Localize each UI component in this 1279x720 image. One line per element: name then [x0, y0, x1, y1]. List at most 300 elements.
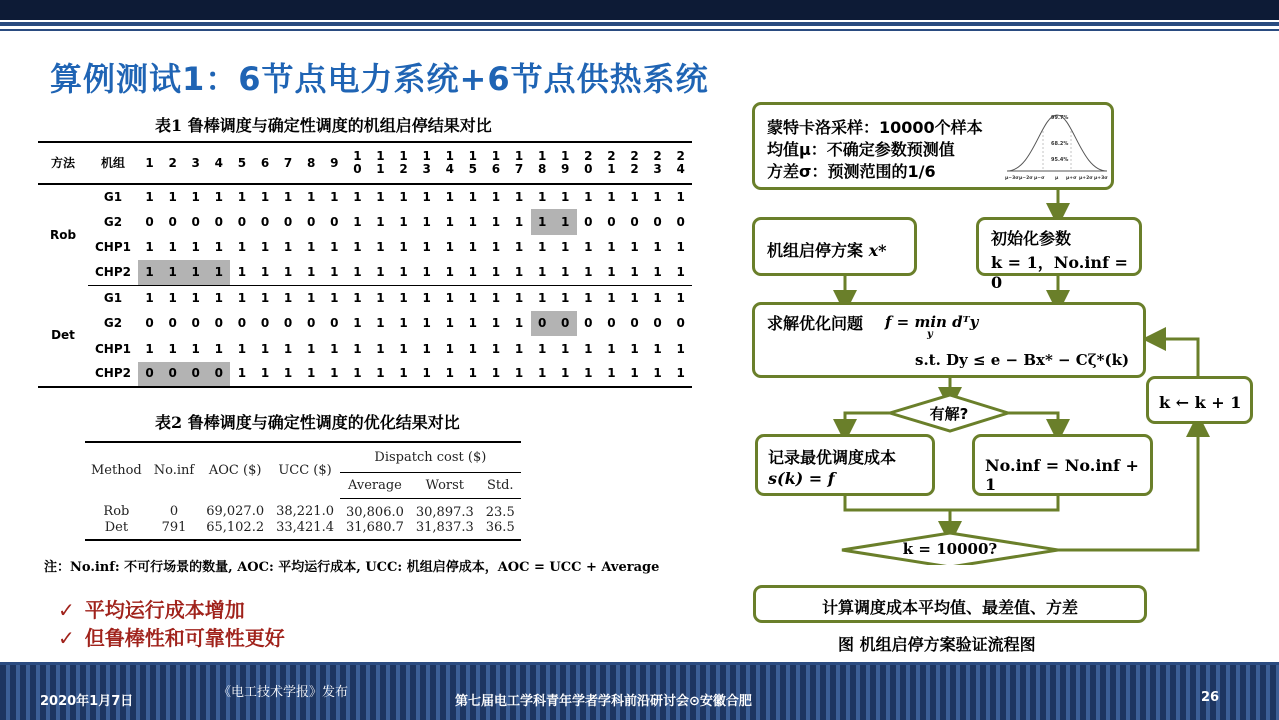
table1-caption: 表1 鲁棒调度与确定性调度的机组启停结果对比	[155, 116, 492, 135]
status-cell: 1	[461, 260, 484, 285]
header-period: 1 7	[508, 142, 531, 184]
status-cell: 1	[283, 341, 293, 356]
normal-distribution-icon	[1003, 111, 1111, 183]
status-cell: 1	[353, 189, 362, 204]
status-cell: 1	[399, 214, 408, 229]
status-cell: 1	[353, 366, 362, 381]
unit-label: G2	[103, 214, 123, 229]
table-note: 注：No.inf: 不可行场景的数量, AOC: 平均运行成本, UCC: 机组启停成本，AOC = UCC + Average	[44, 560, 660, 575]
bell-axis: μ−3σ	[1005, 176, 1019, 181]
footer-conference: 第七届电工学科青年学者学科前沿研讨会⊙安徽合肥	[455, 694, 752, 709]
status-cell: 0	[653, 214, 662, 229]
header-period: 1 5	[461, 142, 484, 184]
status-cell: 0	[184, 362, 207, 387]
status-cell: 0	[168, 316, 177, 331]
status-cell: 1	[607, 366, 616, 381]
header-period: 1 2	[392, 142, 415, 184]
status-cell: 1	[669, 260, 692, 285]
table-row	[38, 235, 692, 260]
sampling-line: 方差σ：预测范围的1/6	[767, 162, 936, 181]
table-cell: 30,806.0	[345, 504, 404, 520]
status-cell: 1	[307, 341, 316, 356]
status-cell: 0	[260, 316, 270, 331]
status-cell: 1	[468, 291, 478, 305]
status-cell: 1	[607, 239, 616, 254]
status-cell: 1	[330, 291, 339, 305]
compute-text: 计算调度成本平均值、最差值、方差	[821, 598, 1078, 617]
header-period: 1	[138, 142, 161, 184]
status-cell: 1	[415, 260, 438, 285]
header-period: 2 4	[669, 142, 692, 184]
table-row	[38, 311, 692, 336]
init-box	[976, 217, 1142, 292]
unit-label: G1	[103, 291, 123, 305]
footer-date: 2020年1月7日	[40, 694, 134, 709]
bell-axis: μ	[1055, 176, 1059, 181]
status-cell: 1	[653, 239, 662, 254]
status-cell: 1	[554, 260, 577, 285]
status-cell: 1	[676, 189, 685, 204]
status-cell: 1	[468, 341, 478, 356]
status-cell: 0	[307, 214, 316, 229]
status-cell: 1	[607, 341, 616, 356]
header-period: 1 6	[484, 142, 507, 184]
solve-constraint: s.t. Dy ≤ e − Bx* − Cζ*(k)	[915, 351, 1130, 369]
status-cell: 1	[307, 189, 316, 204]
status-cell: 1	[145, 341, 154, 356]
top-divider-thin	[0, 29, 1279, 31]
conclusion-item	[58, 622, 285, 651]
status-cell: 1	[584, 291, 593, 305]
bell-label: 95.4%	[1051, 157, 1069, 163]
status-cell: 1	[531, 260, 554, 285]
table-cell: 791	[161, 519, 187, 535]
table-cell: 38,221.0	[276, 504, 334, 520]
subheader-average: Average	[340, 472, 410, 498]
status-cell: 1	[260, 291, 270, 305]
unit-label: G1	[103, 189, 123, 204]
status-cell: 1	[514, 366, 524, 381]
status-cell: 1	[207, 260, 230, 285]
increment-box	[1146, 376, 1253, 424]
sampling-text	[767, 117, 983, 183]
bell-axis: μ+σ	[1066, 176, 1077, 181]
header-period: 4	[207, 142, 230, 184]
noinf-update: No.inf = No.inf + 1	[985, 456, 1139, 494]
status-cell: 1	[260, 341, 270, 356]
status-cell: 1	[468, 239, 478, 254]
status-cell: 1	[561, 189, 570, 204]
status-cell: 0	[145, 214, 154, 229]
status-cell: 0	[191, 214, 200, 229]
unit-plan-var: x*	[868, 241, 887, 260]
slide-title: 算例测试1：6节点电力系统+6节点供热系统	[50, 60, 709, 98]
status-cell: 1	[630, 189, 639, 204]
status-cell: 1	[168, 341, 177, 356]
status-cell: 1	[445, 341, 454, 356]
bell-axis: μ−2σ	[1019, 176, 1033, 181]
status-cell: 1	[145, 239, 154, 254]
status-cell: 1	[323, 260, 346, 285]
init-title: 初始化参数	[991, 229, 1072, 248]
footer-journal: 《电工技术学报》发布	[218, 685, 349, 700]
figure-caption: 图 机组启停方案验证流程图	[838, 635, 1036, 654]
status-cell: 1	[214, 189, 223, 204]
status-cell: 1	[191, 341, 200, 356]
status-cell: 1	[445, 366, 454, 381]
status-cell: 1	[307, 366, 316, 381]
method-label: Det	[51, 328, 75, 343]
status-cell: 1	[630, 366, 639, 381]
status-cell: 1	[491, 214, 501, 229]
status-cell: 0	[161, 362, 184, 387]
status-cell: 1	[676, 291, 685, 305]
unit-label: CHP2	[88, 260, 138, 285]
status-cell: 1	[353, 239, 362, 254]
status-cell: 1	[445, 291, 454, 305]
status-cell: 0	[168, 214, 177, 229]
status-cell: 1	[283, 189, 293, 204]
status-cell: 1	[653, 341, 662, 356]
status-cell: 1	[422, 239, 431, 254]
status-cell: 1	[491, 291, 501, 305]
status-cell: 1	[300, 260, 323, 285]
status-cell: 0	[676, 214, 685, 229]
conclusion-text: 平均运行成本增加	[84, 598, 245, 622]
status-cell: 0	[653, 316, 662, 331]
status-cell: 0	[237, 316, 247, 331]
status-cell: 1	[330, 341, 339, 356]
subheader-std: Std.	[480, 472, 521, 498]
status-cell: 0	[607, 316, 616, 331]
header-period: 2 2	[623, 142, 646, 184]
solve-objective: f = min dᵀy	[885, 313, 979, 331]
status-cell: 1	[376, 341, 385, 356]
status-cell: 1	[537, 239, 547, 254]
table-row	[38, 260, 692, 285]
table-cell: 31,680.7	[345, 519, 404, 535]
status-cell: 1	[491, 189, 501, 204]
status-cell: 1	[214, 341, 223, 356]
status-cell: 0	[214, 214, 223, 229]
status-cell: 1	[399, 341, 408, 356]
status-cell: 1	[230, 260, 253, 285]
top-divider	[0, 22, 1279, 26]
check-icon: ✓	[58, 626, 75, 650]
unit-label: CHP1	[95, 239, 131, 254]
status-cell: 0	[283, 214, 293, 229]
status-cell: 1	[468, 316, 478, 331]
status-cell: 1	[445, 189, 454, 204]
header-period: 5	[230, 142, 253, 184]
header-period: 2 3	[646, 142, 669, 184]
unit-label: CHP1	[95, 341, 131, 356]
status-cell: 1	[307, 239, 316, 254]
status-cell: 1	[438, 260, 461, 285]
status-cell: 0	[283, 316, 293, 331]
compute-box	[753, 585, 1147, 623]
status-cell: 1	[277, 260, 300, 285]
header-period: 1 3	[415, 142, 438, 184]
status-cell: 1	[468, 366, 478, 381]
status-cell: 1	[330, 366, 339, 381]
header-period: 8	[300, 142, 323, 184]
table-cell: 69,027.0	[206, 504, 265, 520]
status-cell: 1	[422, 341, 431, 356]
header-unit: 机组	[88, 142, 138, 184]
status-cell: 1	[260, 239, 270, 254]
status-cell: 1	[445, 239, 454, 254]
status-cell: 1	[537, 291, 547, 305]
init-params: k = 1，No.inf = 0	[991, 253, 1128, 292]
subheader-worst: Worst	[410, 472, 480, 498]
status-cell: 1	[584, 239, 593, 254]
header-period: 1 9	[554, 142, 577, 184]
status-cell: 1	[330, 239, 339, 254]
table2-caption: 表2 鲁棒调度与确定性调度的优化结果对比	[155, 413, 460, 432]
status-cell: 1	[399, 189, 408, 204]
status-cell: 1	[630, 291, 639, 305]
bell-label: 68.2%	[1051, 141, 1069, 147]
status-cell: 1	[237, 189, 247, 204]
header-period: 7	[277, 142, 300, 184]
status-cell: 1	[145, 189, 154, 204]
status-cell: 1	[484, 260, 507, 285]
status-cell: 1	[376, 239, 385, 254]
status-cell: 1	[353, 341, 362, 356]
status-cell: 0	[260, 214, 270, 229]
status-cell: 1	[514, 316, 524, 331]
status-cell: 1	[600, 260, 623, 285]
status-cell: 1	[161, 260, 184, 285]
solve-objective-sub: y	[927, 329, 933, 340]
status-cell: 1	[191, 291, 200, 305]
status-cell: 1	[353, 316, 362, 331]
conclusion-text: 但鲁棒性和可靠性更好	[84, 626, 285, 650]
solve-title: 求解优化问题	[767, 314, 864, 333]
status-cell: 1	[330, 189, 339, 204]
status-cell: 1	[561, 366, 570, 381]
bell-axis: μ+2σ	[1079, 176, 1093, 181]
solve-box	[752, 302, 1146, 378]
status-cell: 1	[376, 366, 385, 381]
status-cell: 1	[422, 316, 431, 331]
unit-label: CHP2	[95, 366, 131, 381]
status-cell: 1	[353, 291, 362, 305]
status-cell: 1	[514, 341, 524, 356]
status-cell: 0	[630, 214, 639, 229]
check-icon: ✓	[58, 598, 75, 622]
status-cell: 0	[237, 214, 247, 229]
status-cell: 1	[237, 239, 247, 254]
status-cell: 1	[514, 189, 524, 204]
status-cell: 1	[653, 189, 662, 204]
header-period: 9	[323, 142, 346, 184]
bell-label: 99.7%	[1051, 115, 1069, 121]
header-period: 6	[253, 142, 276, 184]
status-cell: 1	[392, 260, 415, 285]
header-method: 方法	[38, 142, 88, 184]
status-cell: 1	[531, 209, 554, 234]
status-cell: 1	[214, 291, 223, 305]
status-cell: 1	[369, 260, 392, 285]
status-cell: 1	[514, 291, 524, 305]
status-cell: 1	[353, 214, 362, 229]
sampling-line: 蒙特卡洛采样：10000个样本	[767, 118, 983, 137]
status-cell: 1	[191, 189, 200, 204]
status-cell: 1	[514, 239, 524, 254]
bell-axis: μ+3σ	[1094, 176, 1108, 181]
unit-plan-box	[752, 217, 917, 276]
status-cell: 1	[514, 214, 524, 229]
status-cell: 1	[237, 291, 247, 305]
status-cell: 1	[491, 239, 501, 254]
status-cell: 1	[376, 316, 385, 331]
status-cell: 0	[531, 311, 554, 336]
header-period: 1 4	[438, 142, 461, 184]
status-cell: 0	[676, 316, 685, 331]
status-cell: 0	[607, 214, 616, 229]
unit-plan-label: 机组启停方案	[767, 241, 864, 260]
status-cell: 1	[561, 341, 570, 356]
noinf-box	[972, 434, 1153, 496]
status-cell: 1	[307, 291, 316, 305]
status-cell: 1	[145, 291, 154, 305]
header-period: 1 8	[531, 142, 554, 184]
loop-end-decision: k = 10000?	[902, 540, 998, 558]
status-cell: 1	[376, 214, 385, 229]
optimization-results-table	[85, 441, 521, 541]
status-cell: 1	[260, 189, 270, 204]
status-cell: 0	[214, 316, 223, 331]
status-cell: 0	[307, 316, 316, 331]
status-cell: 1	[168, 189, 177, 204]
table-row	[38, 336, 692, 361]
has-solution-decision: 有解?	[929, 405, 969, 423]
conclusion-item	[58, 594, 245, 623]
status-cell: 1	[653, 291, 662, 305]
unit-commitment-table	[38, 141, 692, 388]
table-cell: 31,837.3	[415, 519, 474, 535]
header-method: Method	[91, 463, 142, 478]
status-cell: 0	[145, 316, 154, 331]
status-cell: 1	[168, 239, 177, 254]
header-period: 2 1	[600, 142, 623, 184]
status-cell: 1	[646, 260, 669, 285]
status-cell: 1	[584, 189, 593, 204]
status-cell: 1	[584, 366, 593, 381]
table-cell: 23.5	[485, 504, 515, 520]
status-cell: 1	[283, 239, 293, 254]
status-cell: 0	[630, 316, 639, 331]
status-cell: 1	[283, 291, 293, 305]
header-period: 1 1	[369, 142, 392, 184]
bell-axis: μ−σ	[1034, 176, 1045, 181]
top-bar	[0, 0, 1279, 20]
status-cell: 1	[191, 239, 200, 254]
status-cell: 1	[422, 291, 431, 305]
status-cell: 1	[491, 341, 501, 356]
table-cell: 65,102.2	[206, 519, 265, 535]
table-cell: Rob	[103, 504, 130, 520]
header-period: 1 0	[346, 142, 369, 184]
status-cell: 1	[260, 366, 270, 381]
sampling-line: 均值μ：不确定参数预测值	[767, 140, 955, 159]
footer-page-number: 26	[1201, 690, 1220, 705]
status-cell: 1	[376, 189, 385, 204]
status-cell: 1	[253, 260, 276, 285]
table-cell: 36.5	[485, 519, 515, 535]
status-cell: 1	[491, 316, 501, 331]
status-cell: 1	[445, 316, 454, 331]
status-cell: 1	[138, 260, 161, 285]
sampling-box	[752, 102, 1114, 190]
table-cell: Det	[104, 519, 129, 535]
unit-plan-text	[767, 238, 887, 261]
status-cell: 1	[468, 189, 478, 204]
status-cell: 1	[399, 316, 408, 331]
record-equation: s(k) = f	[768, 469, 835, 488]
header-ucc: UCC ($)	[278, 463, 332, 478]
status-cell: 1	[607, 189, 616, 204]
header-aoc: AOC ($)	[208, 463, 262, 478]
status-cell: 1	[168, 291, 177, 305]
status-cell: 0	[554, 311, 577, 336]
record-title: 记录最优调度成本	[768, 448, 897, 467]
status-cell: 1	[491, 366, 501, 381]
status-cell: 1	[399, 239, 408, 254]
status-cell: 1	[283, 366, 293, 381]
unit-label: G2	[103, 316, 123, 331]
status-cell: 1	[445, 214, 454, 229]
increment-text: k ← k + 1	[1159, 393, 1242, 412]
status-cell: 1	[607, 291, 616, 305]
status-cell: 1	[237, 341, 247, 356]
status-cell: 1	[422, 189, 431, 204]
status-cell: 1	[422, 214, 431, 229]
status-cell: 1	[399, 291, 408, 305]
status-cell: 1	[346, 260, 369, 285]
status-cell: 1	[468, 214, 478, 229]
status-cell: 1	[214, 239, 223, 254]
header-noinf: No.inf	[153, 463, 195, 478]
status-cell: 0	[207, 362, 230, 387]
status-cell: 0	[191, 316, 200, 331]
status-cell: 1	[537, 189, 547, 204]
method-label: Rob	[49, 227, 77, 242]
status-cell: 1	[237, 366, 247, 381]
status-cell: 1	[676, 239, 685, 254]
status-cell: 1	[630, 239, 639, 254]
header-period: 2 0	[577, 142, 600, 184]
status-cell: 0	[330, 214, 339, 229]
header-dispatch: Dispatch cost ($)	[340, 442, 521, 472]
status-cell: 1	[554, 209, 577, 234]
status-cell: 0	[330, 316, 339, 331]
status-cell: 1	[630, 341, 639, 356]
status-cell: 0	[138, 362, 161, 387]
status-cell: 1	[653, 366, 662, 381]
status-cell: 1	[422, 366, 431, 381]
table-row	[38, 362, 692, 387]
table-row	[38, 286, 692, 311]
status-cell: 0	[584, 316, 593, 331]
record-box	[755, 434, 935, 496]
status-cell: 0	[584, 214, 593, 229]
table-cell: 33,421.4	[276, 519, 334, 535]
status-cell: 1	[399, 366, 408, 381]
status-cell: 1	[537, 366, 547, 381]
